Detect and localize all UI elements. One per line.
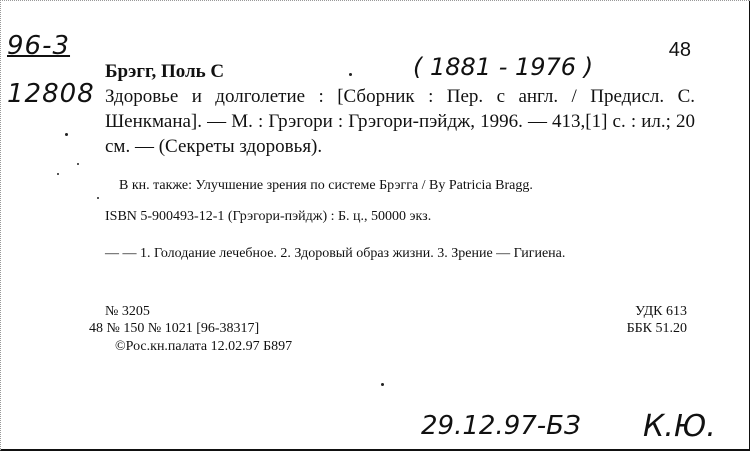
handwritten-initials: К.Ю. bbox=[643, 409, 716, 444]
book-chamber-line: ©Рос.кн.палата 12.02.97 Б897 bbox=[115, 339, 293, 354]
isbn-line: ISBN 5-900493-12-1 (Грэгори-пэйдж) : Б. ц., 50000 экз. bbox=[105, 209, 432, 224]
record-number-2: 48 № 150 № 1021 [96-38317] bbox=[89, 321, 260, 336]
scan-speck bbox=[381, 383, 384, 386]
record-number-1: № 3205 bbox=[105, 304, 150, 319]
card-number: 48 bbox=[668, 39, 691, 61]
handwritten-years: ( 1881 - 1976 ) bbox=[413, 53, 594, 81]
udk-code: УДК 613 bbox=[635, 304, 687, 319]
scan-speck bbox=[65, 133, 68, 136]
handwritten-date: 29.12.97-БЗ bbox=[421, 411, 581, 441]
scan-speck bbox=[57, 173, 59, 175]
bbk-code: ББК 51.20 bbox=[626, 321, 687, 336]
subject-headings: — — 1. Голодание лечебное. 2. Здоровый образ жизни. 3. Зрение — Гигиена. bbox=[105, 246, 566, 261]
bibliographic-description bbox=[105, 59, 695, 159]
author-name: Брэгг, Поль С bbox=[105, 61, 225, 82]
scan-speck bbox=[349, 73, 352, 76]
shelf-mark-bottom: 12808 bbox=[7, 79, 95, 109]
also-included-note: В кн. также: Улучшение зрения по системе Брэгга / By Patricia Bragg. bbox=[119, 178, 533, 193]
title-and-publication: Здоровье и долголетие : [Сборник : Пер. с англ. / Предисл. С. Шенкмана]. — М. : Грэгори : Грэгори-пэйдж, 1996. — 413,[1] с. : ил.; 20 см. — (Секреты здоровья). bbox=[105, 86, 695, 157]
scan-speck bbox=[97, 197, 99, 199]
shelf-mark-top: 96-3 bbox=[7, 31, 71, 61]
scan-speck bbox=[77, 163, 79, 165]
